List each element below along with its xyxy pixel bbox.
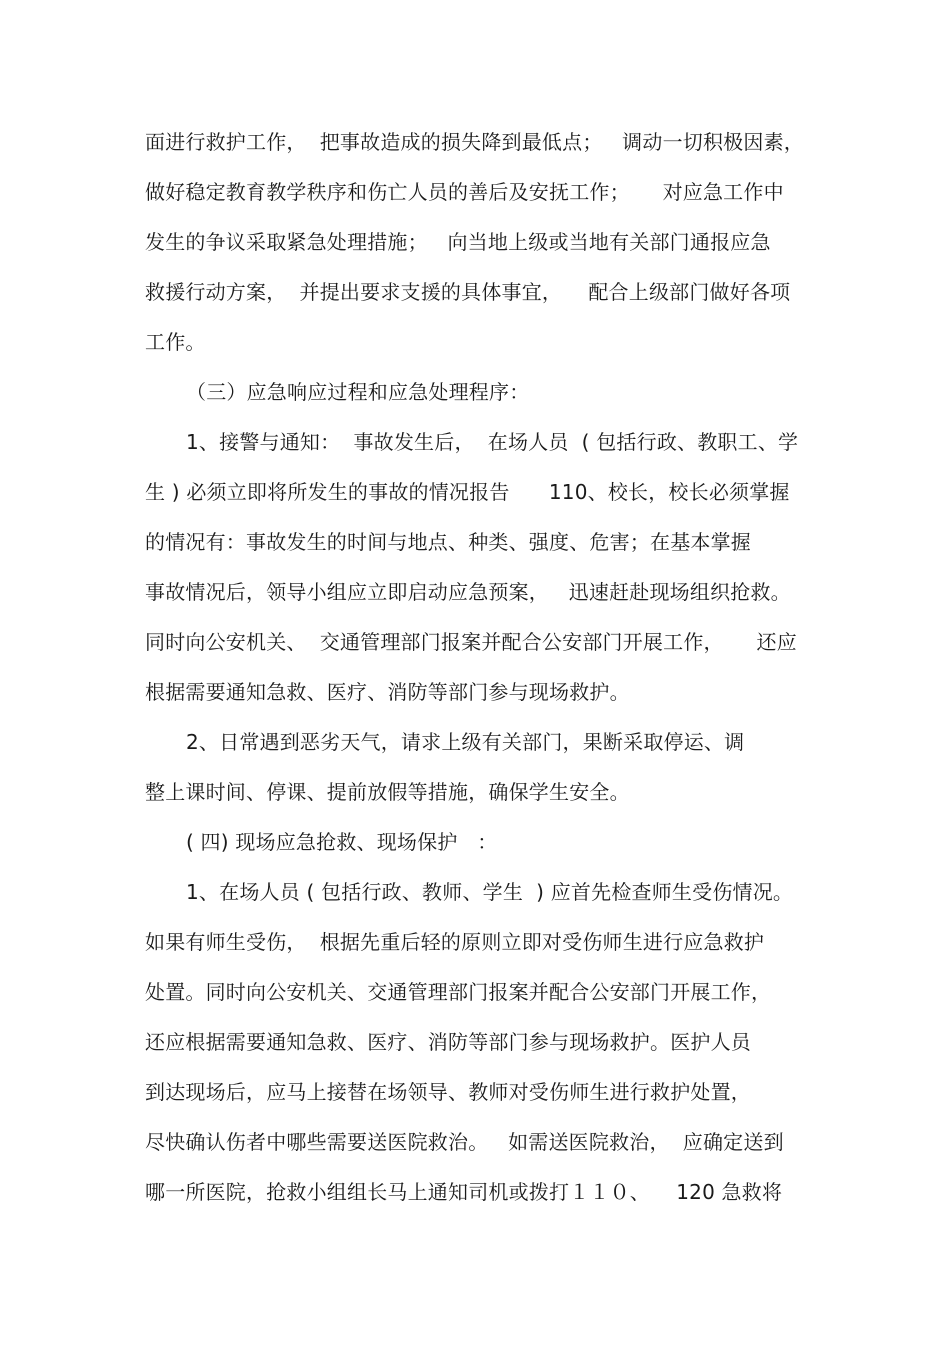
- text-line-12: 根据需要通知急救、医疗、消防等部门参与现场救护。: [145, 680, 630, 704]
- text-line-22: 哪一所医院，抢救小组组长马上通知司机或拨打１１０、 120 急救将: [145, 1180, 783, 1204]
- paragraph-start-2: 2、日常遇到恶劣天气，请求上级有关部门，果断采取停运、调: [186, 730, 745, 754]
- text-line-9: 的情况有：事故发生的时间与地点、种类、强度、危害；在基本掌握: [145, 530, 751, 554]
- text-line-5: 工作。: [145, 330, 206, 354]
- text-line-18: 处置。同时向公安机关、交通管理部门报案并配合公安部门开展工作，: [145, 980, 772, 1004]
- text-line-2: 做好稳定教育教学秩序和伤亡人员的善后及安抚工作； 对应急工作中: [145, 180, 784, 204]
- paragraph-start-1: 1、接警与通知： 事故发生后， 在场人员 ( 包括行政、教职工、学: [186, 430, 799, 454]
- text-line-19: 还应根据需要通知急救、医疗、消防等部门参与现场救护。医护人员: [145, 1030, 751, 1054]
- section-heading-3: （三）应急响应过程和应急处理程序：: [186, 380, 530, 404]
- text-line-11: 同时向公安机关、 交通管理部门报案并配合公安部门开展工作， 还应: [145, 630, 797, 654]
- text-line-17: 如果有师生受伤， 根据先重后轻的原则立即对受伤师生进行应急救护: [145, 930, 765, 954]
- text-line-20: 到达现场后，应马上接替在场领导、教师对受伤师生进行救护处置，: [145, 1080, 751, 1104]
- paragraph-start-3: 1、在场人员 ( 包括行政、教师、学生 ) 应首先检查师生受伤情况。: [186, 880, 794, 904]
- text-line-3: 发生的争议采取紧急处理措施； 向当地上级或当地有关部门通报应急: [145, 230, 771, 254]
- section-heading-4: ( 四) 现场应急抢救、现场保护 ：: [186, 830, 498, 854]
- text-line-10: 事故情况后，领导小组应立即启动应急预案， 迅速赶赴现场组织抢救。: [145, 580, 791, 604]
- text-line-1: 面进行救护工作， 把事故造成的损失降到最低点； 调动一切积极因素，: [145, 130, 804, 154]
- text-line-8: 生 ) 必须立即将所发生的事故的情况报告 110、校长，校长必须掌握: [145, 480, 790, 504]
- text-line-21: 尽快确认伤者中哪些需要送医院救治。 如需送医院救治， 应确定送到: [145, 1130, 784, 1154]
- text-line-14: 整上课时间、停课、提前放假等措施，确保学生安全。: [145, 780, 630, 804]
- text-line-4: 救援行动方案， 并提出要求支援的具体事宜， 配合上级部门做好各项: [145, 280, 791, 304]
